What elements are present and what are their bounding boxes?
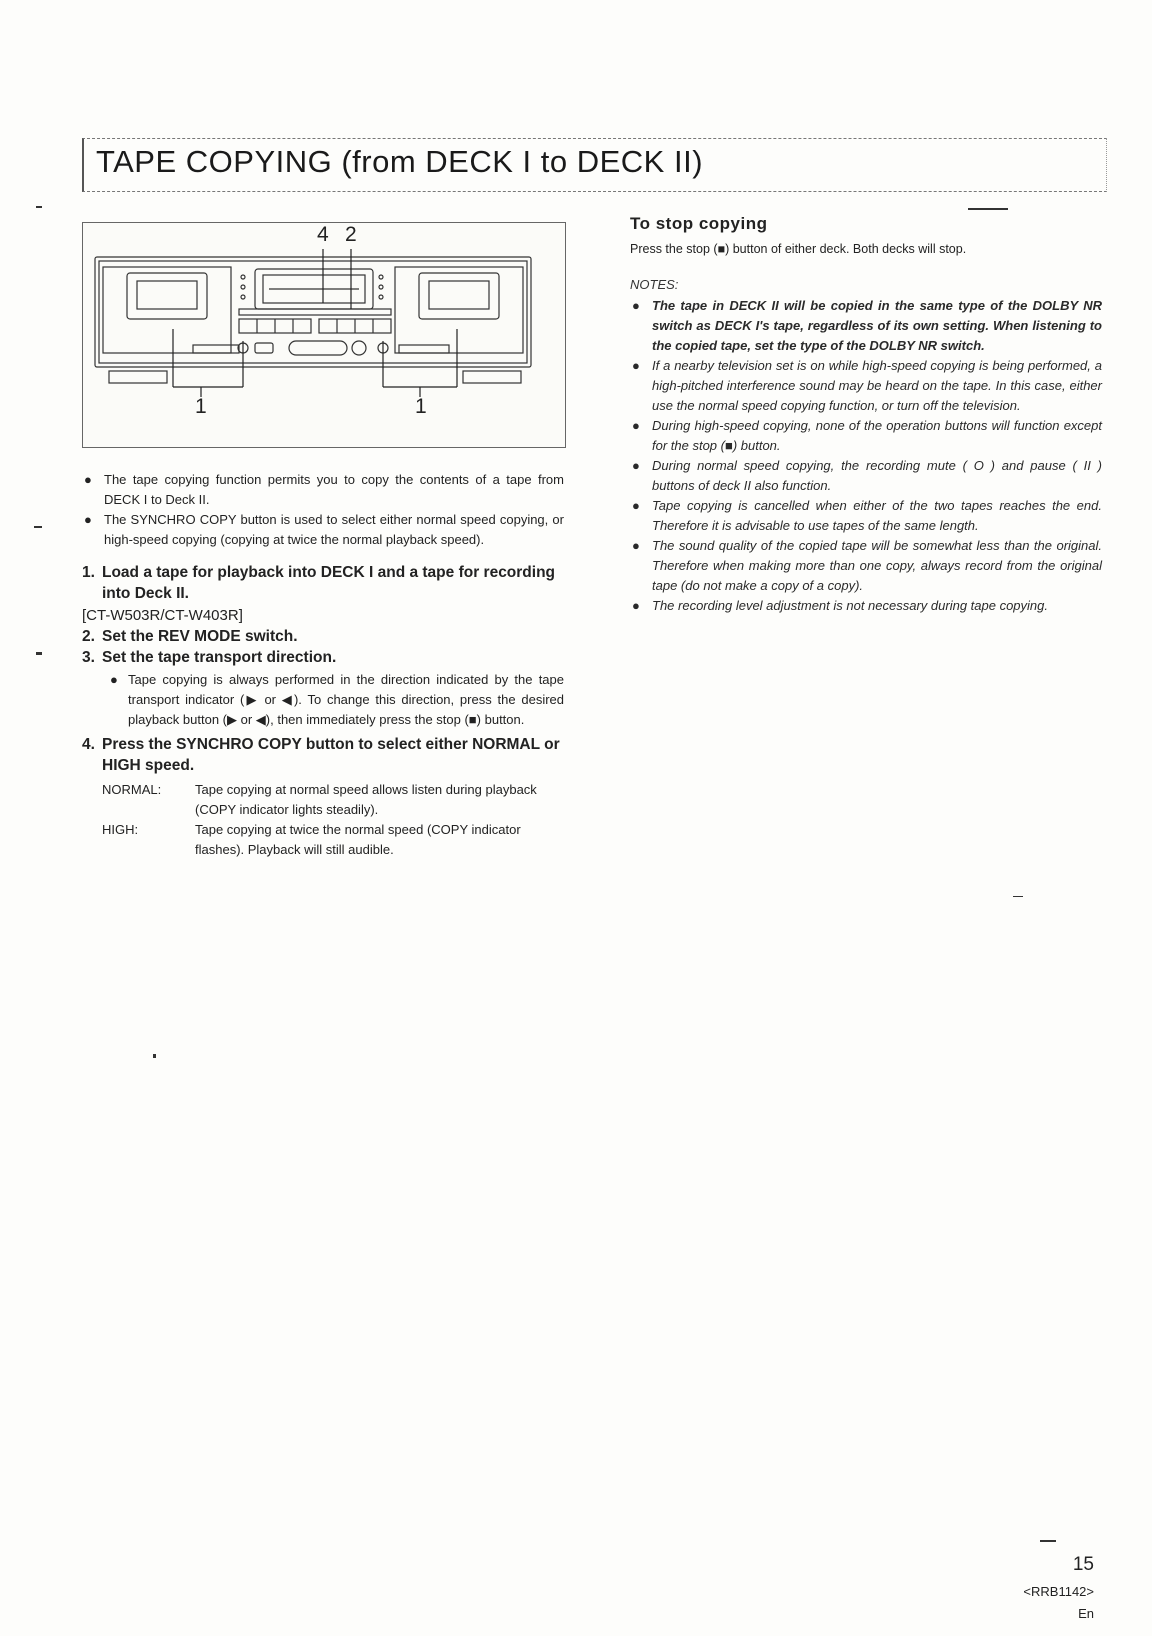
model-note: [CT-W503R/CT-W403R] [82, 607, 243, 624]
callout-4: 4 [317, 223, 329, 246]
callout-1-right: 1 [415, 395, 427, 418]
right-column [630, 214, 1102, 616]
intro-bullet-text: The SYNCHRO COPY button is used to select either normal speed copying, or high-speed copying (copying at twice the normal playback speed). [104, 512, 564, 547]
scan-speck [36, 206, 42, 208]
mode-high: HIGH: Tape copying at twice the normal speed (COPY indicator flashes). Playback will still audible. [102, 822, 521, 857]
note-item: ● The sound quality of the copied tape will be somewhat less than the original. Therefore when making more than one copy, always record from the original tape (do not make a copy of a copy). [632, 538, 1102, 593]
page-language: En [1078, 1606, 1094, 1621]
page-number: 15 [1072, 1554, 1094, 1575]
note-item: ● During high-speed copying, none of the operation buttons will function except for the stop (■) button. [632, 418, 1102, 453]
scan-speck [968, 208, 1008, 210]
note-item: ● The recording level adjustment is not necessary during tape copying. [632, 598, 1048, 613]
scan-speck [1040, 1540, 1056, 1542]
scan-speck [1013, 896, 1023, 897]
scan-speck [153, 1054, 156, 1058]
step-1: 1. Load a tape for playback into DECK I and a tape for recording into Deck II. [82, 564, 556, 602]
deck-illustration [82, 222, 566, 448]
step-3: 3. Set the tape transport direction. [82, 649, 337, 666]
left-column [82, 470, 564, 860]
callout-2: 2 [345, 223, 357, 246]
steps-list [82, 562, 564, 860]
page-code: <RRB1142> [1023, 1584, 1094, 1599]
note-item: ● If a nearby television set is on while high-speed copying is being performed, a high-pitched interference sound may be heard on the tape. In this case, either use the normal speed copying function, or turn off the television. [632, 358, 1102, 413]
scan-speck [36, 652, 42, 655]
intro-bullet: ● The SYNCHRO COPY button is used to select either normal speed copying, or high-speed copying (copying at twice the normal playback speed). [84, 512, 564, 547]
note-item: ● Tape copying is cancelled when either of the two tapes reaches the end. Therefore it is advisable to use tapes of the same length. [632, 498, 1102, 533]
title-box [82, 138, 1107, 192]
speed-modes [102, 780, 564, 860]
note-item: ● The tape in DECK II will be copied in the same type of the DOLBY NR switch as DECK I's tape, regardless of its own setting. When listening to the copied tape, set the type of the DOLBY NR switch. [632, 298, 1102, 353]
cassette-deck-drawing [83, 223, 565, 447]
callout-1-left: 1 [195, 395, 207, 418]
mode-normal: NORMAL: Tape copying at normal speed allows listen during playback (COPY indicator lights steadily). [102, 782, 537, 817]
note-item: ● During normal speed copying, the recording mute ( O ) and pause ( II ) buttons of deck II also function. [632, 458, 1102, 493]
step-3-detail: ● Tape copying is always performed in the direction indicated by the tape transport indicator (▶ or ◀). To change this direction, press the desired playback button (▶ or ◀), then immediately press the stop (■) button. [110, 672, 564, 727]
page-title: TAPE COPYING (from DECK I to DECK II) [96, 144, 704, 179]
stop-heading: To stop copying [630, 214, 768, 233]
stop-text: Press the stop (■) button of either deck. Both decks will stop. [630, 242, 967, 256]
step-2: 2. Set the REV MODE switch. [82, 628, 298, 645]
intro-bullet: ● The tape copying function permits you to copy the contents of a tape from DECK I to Deck II. [84, 472, 564, 507]
notes-label: NOTES: [630, 277, 679, 292]
step-4: 4. Press the SYNCHRO COPY button to select either NORMAL or HIGH speed. [82, 736, 560, 774]
intro-bullet-text: The tape copying function permits you to copy the contents of a tape from DECK I to Deck II. [104, 472, 564, 507]
scan-speck [34, 526, 42, 528]
